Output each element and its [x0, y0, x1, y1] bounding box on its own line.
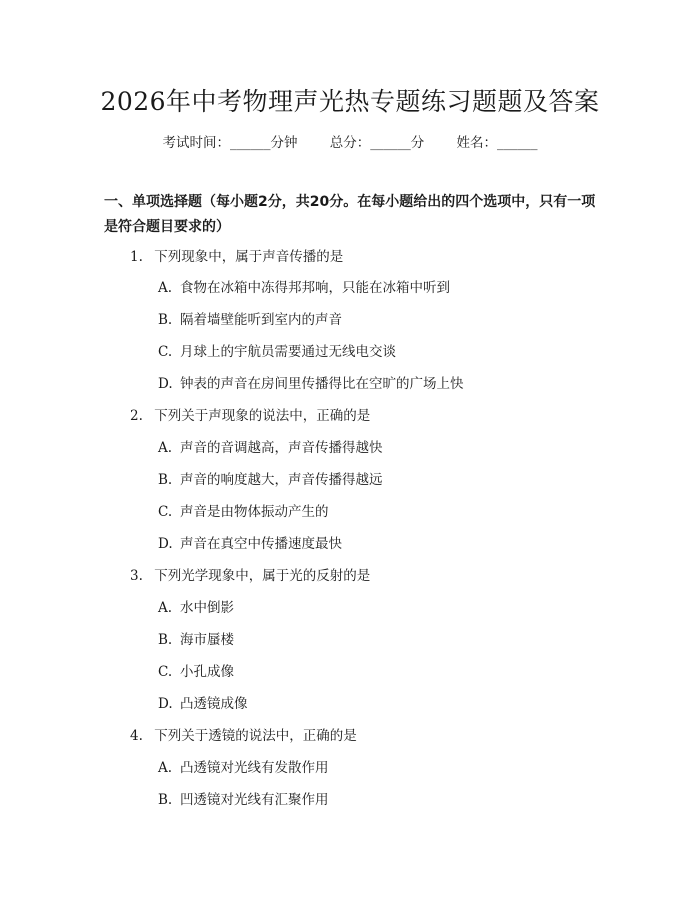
question-number: 4. — [130, 728, 143, 744]
option-text: 小孔成像 — [180, 664, 234, 680]
option-letter: C. — [158, 664, 173, 680]
question-2-option-c — [158, 500, 329, 520]
total-score-field — [330, 135, 425, 151]
question-4 — [130, 724, 357, 744]
option-text: 食物在冰箱中冻得邦邦响，只能在冰箱中听到 — [180, 280, 450, 296]
option-text: 钟表的声音在房间里传播得比在空旷的广场上快 — [180, 376, 464, 392]
option-text: 凹透镜对光线有汇聚作用 — [180, 792, 329, 808]
question-4-option-b — [158, 788, 329, 808]
option-text: 隔着墙壁能听到室内的声音 — [180, 312, 342, 328]
question-text: 下列关于透镜的说法中，正确的是 — [154, 728, 357, 744]
question-1-option-c — [158, 340, 396, 360]
question-text: 下列光学现象中，属于光的反射的是 — [154, 568, 371, 584]
exam-time-label: 考试时间： — [162, 135, 230, 151]
name-label: 姓名： — [456, 135, 498, 151]
exam-time-blank: ______ — [229, 135, 271, 151]
question-3-option-a — [158, 596, 234, 616]
option-letter: D. — [158, 536, 173, 552]
option-text: 声音的响度越大，声音传播得越远 — [180, 472, 383, 488]
question-3-option-d — [158, 692, 248, 712]
name-blank: ______ — [497, 135, 538, 151]
option-text: 声音的音调越高，声音传播得越快 — [180, 440, 383, 456]
question-3-option-c — [158, 660, 234, 680]
option-letter: D. — [158, 376, 173, 392]
name-field — [457, 135, 538, 151]
option-letter: D. — [158, 696, 173, 712]
option-letter: B. — [158, 792, 173, 808]
option-text: 海市蜃楼 — [180, 632, 234, 648]
question-1-option-b — [158, 308, 342, 328]
question-text: 下列现象中，属于声音传播的是 — [154, 249, 344, 265]
question-2-option-d — [158, 532, 342, 552]
total-score-blank: ______ — [370, 135, 411, 151]
option-letter: C. — [158, 344, 173, 360]
question-3-option-b — [158, 628, 234, 648]
option-text: 声音在真空中传播速度最快 — [180, 536, 342, 552]
question-number: 3. — [130, 568, 143, 584]
section-heading: 一、单项选择题（每小题2分，共20分。在每小题给出的四个选项中，只有一项是符合题目要求的） — [104, 194, 596, 235]
total-score-label: 总分： — [329, 135, 371, 151]
exam-info-line — [0, 131, 700, 151]
question-1-option-a — [158, 276, 450, 296]
option-text: 水中倒影 — [180, 600, 234, 616]
option-text: 凸透镜对光线有发散作用 — [180, 760, 329, 776]
question-number: 1. — [130, 249, 143, 265]
question-2-option-a — [158, 436, 383, 456]
option-text: 声音是由物体振动产生的 — [180, 504, 329, 520]
exam-time-unit: 分钟 — [270, 135, 298, 151]
question-1 — [130, 245, 343, 265]
page-title: 2026年中考物理声光热专题练习题题及答案 — [100, 87, 600, 116]
option-letter: A. — [158, 280, 173, 296]
option-letter: A. — [158, 600, 173, 616]
question-3 — [130, 564, 370, 584]
question-2 — [130, 404, 370, 424]
option-letter: B. — [158, 632, 173, 648]
question-2-option-b — [158, 468, 383, 488]
question-1-option-d — [158, 372, 464, 392]
option-letter: C. — [158, 504, 173, 520]
option-text: 月球上的宇航员需要通过无线电交谈 — [180, 344, 396, 360]
question-text: 下列关于声现象的说法中，正确的是 — [154, 408, 371, 424]
option-letter: A. — [158, 760, 173, 776]
option-letter: B. — [158, 472, 173, 488]
option-text: 凸透镜成像 — [180, 696, 248, 712]
total-score-unit: 分 — [410, 135, 425, 151]
option-letter: B. — [158, 312, 173, 328]
question-4-option-a — [158, 756, 329, 776]
option-letter: A. — [158, 440, 173, 456]
question-number: 2. — [130, 408, 143, 424]
exam-time-field — [162, 135, 297, 151]
